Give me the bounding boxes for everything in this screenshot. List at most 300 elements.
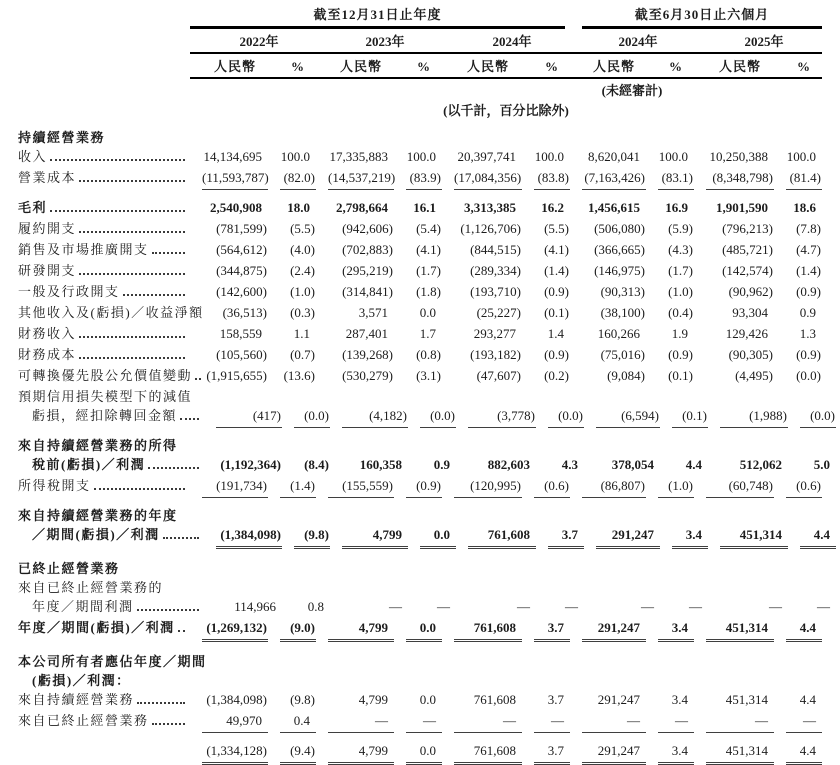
value-text: 160,358 xyxy=(359,457,402,472)
value-cell-rmb xyxy=(442,168,522,190)
leader-dots xyxy=(137,609,199,611)
row-label xyxy=(18,168,190,187)
value-cell-pct xyxy=(268,198,316,219)
value-cell-pct xyxy=(268,240,316,261)
row-label-text: 其他收入及(虧損)／收益淨額 xyxy=(18,305,204,320)
value-text: (344,875) xyxy=(216,263,267,278)
year-header-0: 2022年 xyxy=(190,29,316,54)
col-group-interim xyxy=(582,6,822,29)
value-text: (0.1) xyxy=(544,305,569,320)
value-text: (1,384,098) xyxy=(206,692,267,707)
value-cell-pct xyxy=(522,147,570,168)
value-cell-rmb xyxy=(442,219,522,240)
value-cell-rmb xyxy=(316,366,394,387)
value-text: (0.9) xyxy=(406,476,442,498)
value-cell-rmb xyxy=(570,476,646,498)
row-label xyxy=(18,436,840,455)
row-label xyxy=(18,282,190,301)
row-label-text: 來自持續經營業務 xyxy=(18,692,135,707)
value-cell-rmb xyxy=(694,366,774,387)
row-label-text: 財務成本 xyxy=(18,347,77,362)
value-cell-pct xyxy=(268,345,316,366)
row-label-text: 營業成本 xyxy=(18,170,77,185)
value-cell-pct xyxy=(394,282,442,303)
value-text: (1,126,706) xyxy=(460,221,521,236)
value-text: (1.8) xyxy=(416,284,441,299)
row-label-text: 本公司所有者應佔年度／期間 xyxy=(18,654,207,669)
value-text: — xyxy=(454,711,522,733)
row-label-text: 年度／期間(虧損)／利潤 xyxy=(18,620,175,635)
value-cell-pct xyxy=(646,303,694,324)
value-text: (417) xyxy=(216,406,282,428)
value-cell-pct xyxy=(522,324,570,345)
value-cell-rmb xyxy=(694,324,774,345)
row-label xyxy=(18,406,204,425)
value-cell-rmb xyxy=(708,597,788,618)
value-cell-pct xyxy=(522,711,570,733)
value-text: (9.8) xyxy=(294,525,330,549)
value-cell-pct xyxy=(522,282,570,303)
value-text: 0.9 xyxy=(433,457,450,472)
value-cell-rmb xyxy=(570,198,646,219)
value-text: (0.6) xyxy=(786,476,822,498)
value-cell-rmb xyxy=(316,198,394,219)
value-cell-rmb xyxy=(456,406,536,428)
income-statement-table-body xyxy=(18,128,840,765)
value-cell-pct xyxy=(660,455,708,476)
value-cell-rmb xyxy=(190,618,268,642)
col-header-pct: % xyxy=(774,54,822,79)
value-cell-pct xyxy=(774,366,822,387)
value-cell-rmb xyxy=(570,168,646,190)
value-cell-pct xyxy=(522,219,570,240)
value-cell-rmb xyxy=(570,147,646,168)
value-text: (146,975) xyxy=(594,263,645,278)
value-text: (83.8) xyxy=(534,168,570,190)
leader-dots xyxy=(79,357,185,359)
value-text: 100.0 xyxy=(534,149,564,164)
value-text: — xyxy=(534,711,570,733)
value-cell-pct xyxy=(522,198,570,219)
table-row xyxy=(18,324,840,345)
row-label xyxy=(18,387,840,406)
value-cell-rmb xyxy=(442,741,522,765)
value-text: 4.4 xyxy=(799,692,816,707)
year-header-2: 2024年 xyxy=(442,29,570,54)
value-text: (90,962) xyxy=(728,284,773,299)
value-text: (8.4) xyxy=(304,457,329,472)
value-cell-rmb xyxy=(442,476,522,498)
value-text: (5.4) xyxy=(416,221,441,236)
value-text: 1.9 xyxy=(671,326,688,341)
value-text: (9.0) xyxy=(280,618,316,642)
value-text: 100.0 xyxy=(786,149,816,164)
value-cell-rmb xyxy=(570,618,646,642)
value-text: 451,314 xyxy=(706,618,774,642)
value-cell-pct xyxy=(394,240,442,261)
value-cell-rmb xyxy=(694,282,774,303)
value-cell-pct xyxy=(774,282,822,303)
value-text: (0.9) xyxy=(796,347,821,362)
table-row xyxy=(18,671,840,690)
row-label-text: 研發開支 xyxy=(18,263,77,278)
value-text: (1.0) xyxy=(668,284,693,299)
value-cell-rmb xyxy=(190,240,268,261)
value-text: 20,397,741 xyxy=(457,149,516,164)
row-label xyxy=(18,345,190,364)
value-text: (4.3) xyxy=(668,242,693,257)
value-text: 451,314 xyxy=(725,692,768,707)
value-cell-rmb xyxy=(708,525,788,549)
value-text: 10,250,388 xyxy=(709,149,768,164)
row-label xyxy=(18,525,204,544)
value-cell-rmb xyxy=(316,240,394,261)
value-text: (1,334,128) xyxy=(202,741,268,765)
value-text: — xyxy=(769,599,782,614)
value-text: (120,995) xyxy=(454,476,522,498)
value-text: (1.4) xyxy=(280,476,316,498)
value-text: (289,334) xyxy=(470,263,521,278)
value-cell-rmb xyxy=(570,282,646,303)
value-text: 0.4 xyxy=(280,711,316,733)
value-cell-rmb xyxy=(694,147,774,168)
value-cell-rmb xyxy=(442,711,522,733)
table-row xyxy=(18,436,840,455)
value-text: (13.6) xyxy=(283,368,315,383)
value-cell-rmb xyxy=(694,261,774,282)
value-cell-pct xyxy=(282,406,330,428)
value-cell-pct xyxy=(788,455,836,476)
value-text: (4,495) xyxy=(735,368,773,383)
value-cell-pct xyxy=(774,690,822,711)
value-cell-rmb xyxy=(316,345,394,366)
value-cell-pct xyxy=(774,711,822,733)
value-text: 160,266 xyxy=(597,326,640,341)
value-text: (844,515) xyxy=(470,242,521,257)
value-text: 512,062 xyxy=(739,457,782,472)
col-header-pct: % xyxy=(268,54,316,79)
value-cell-pct xyxy=(268,168,316,190)
col-header-rmb: 人民幣 xyxy=(570,54,646,79)
value-text: 158,559 xyxy=(219,326,262,341)
column-group-row xyxy=(18,6,840,29)
value-text: — xyxy=(389,599,402,614)
table-row xyxy=(18,711,840,733)
value-cell-pct xyxy=(788,406,836,428)
value-cell-pct xyxy=(394,198,442,219)
value-text: (8,348,798) xyxy=(706,168,774,190)
value-cell-pct xyxy=(646,261,694,282)
value-text: (0.4) xyxy=(668,305,693,320)
value-cell-rmb xyxy=(330,455,408,476)
value-text: (38,100) xyxy=(600,305,645,320)
value-text: (4.1) xyxy=(544,242,569,257)
value-text: (1.0) xyxy=(290,284,315,299)
value-cell-pct xyxy=(394,711,442,733)
value-text: (0.8) xyxy=(416,347,441,362)
value-text: 4.4 xyxy=(786,741,822,765)
value-cell-pct xyxy=(522,261,570,282)
value-text: (4.7) xyxy=(796,242,821,257)
value-cell-rmb xyxy=(316,324,394,345)
value-text: 3.7 xyxy=(534,741,570,765)
value-text: (0.6) xyxy=(534,476,570,498)
value-text: — xyxy=(641,599,654,614)
value-text: 4,799 xyxy=(328,741,394,765)
value-cell-rmb xyxy=(330,406,408,428)
value-text: 3.7 xyxy=(548,525,584,549)
value-text: (83.9) xyxy=(406,168,442,190)
value-text: 761,608 xyxy=(454,618,522,642)
value-cell-pct xyxy=(522,366,570,387)
value-cell-pct xyxy=(646,168,694,190)
value-text: — xyxy=(786,711,822,733)
row-label xyxy=(18,671,840,690)
value-text: (1.4) xyxy=(544,263,569,278)
value-text: 4.4 xyxy=(685,457,702,472)
row-label xyxy=(18,506,840,525)
value-cell-pct xyxy=(646,282,694,303)
value-text: 16.2 xyxy=(541,200,564,215)
leader-dots xyxy=(79,231,185,233)
value-cell-rmb xyxy=(708,406,788,428)
value-text: 287,401 xyxy=(345,326,388,341)
row-label-text: 來自已終止經營業務 xyxy=(18,713,149,728)
value-text: (1,384,098) xyxy=(216,525,282,549)
leader-dots xyxy=(152,723,185,725)
value-cell-rmb xyxy=(694,303,774,324)
col-group-annual-label: 截至12月31日止年度 xyxy=(313,7,442,22)
value-text: (82.0) xyxy=(280,168,316,190)
value-cell-rmb xyxy=(190,219,268,240)
table-row xyxy=(18,261,840,282)
value-cell-pct xyxy=(522,476,570,498)
value-cell-rmb xyxy=(694,345,774,366)
value-cell-rmb xyxy=(570,345,646,366)
value-text: (90,313) xyxy=(600,284,645,299)
row-label xyxy=(18,597,204,616)
value-text: (11,593,787) xyxy=(202,168,268,190)
value-cell-rmb xyxy=(316,168,394,190)
value-text: 1.4 xyxy=(547,326,564,341)
row-label xyxy=(18,559,840,578)
value-cell-rmb xyxy=(708,455,788,476)
row-label-text: 稅前(虧損)／利潤 xyxy=(32,457,146,472)
value-text: (0.0) xyxy=(800,406,836,428)
col-header-pct: % xyxy=(646,54,694,79)
table-row xyxy=(18,366,840,387)
value-cell-pct xyxy=(536,525,584,549)
value-text: (485,721) xyxy=(722,242,773,257)
col-header-rmb: 人民幣 xyxy=(442,54,522,79)
value-text: (1,988) xyxy=(720,406,788,428)
table-row xyxy=(18,147,840,168)
value-cell-rmb xyxy=(694,618,774,642)
value-cell-rmb xyxy=(204,525,282,549)
value-cell-rmb xyxy=(570,366,646,387)
col-header-rmb: 人民幣 xyxy=(190,54,268,79)
value-cell-rmb xyxy=(456,597,536,618)
table-row xyxy=(18,168,840,190)
value-text: (9.8) xyxy=(290,692,315,707)
value-cell-pct xyxy=(536,406,584,428)
value-cell-pct xyxy=(394,219,442,240)
col-header-pct: % xyxy=(522,54,570,79)
value-text: (191,734) xyxy=(202,476,268,498)
value-cell-rmb xyxy=(190,261,268,282)
value-text: — xyxy=(565,599,578,614)
leader-dots xyxy=(152,252,185,254)
value-cell-pct xyxy=(646,147,694,168)
leader-dots xyxy=(148,467,199,469)
table-row xyxy=(18,597,840,618)
table-row xyxy=(18,282,840,303)
value-text: (0.9) xyxy=(796,284,821,299)
value-text: (7,163,426) xyxy=(582,168,646,190)
value-cell-pct xyxy=(646,198,694,219)
value-text: (1.4) xyxy=(796,263,821,278)
value-cell-rmb xyxy=(316,282,394,303)
value-cell-rmb xyxy=(442,147,522,168)
value-text: (366,665) xyxy=(594,242,645,257)
value-cell-pct xyxy=(268,741,316,765)
value-cell-rmb xyxy=(570,261,646,282)
value-cell-rmb xyxy=(190,324,268,345)
value-cell-rmb xyxy=(190,147,268,168)
row-label xyxy=(18,261,190,280)
value-text: (0.0) xyxy=(294,406,330,428)
value-text: (4.1) xyxy=(416,242,441,257)
leader-dots xyxy=(79,336,185,338)
value-text: (86,807) xyxy=(582,476,646,498)
value-cell-rmb xyxy=(570,741,646,765)
value-cell-rmb xyxy=(694,711,774,733)
value-text: (530,279) xyxy=(342,368,393,383)
value-cell-rmb xyxy=(316,476,394,498)
value-text: (1,192,364) xyxy=(220,457,281,472)
value-cell-rmb xyxy=(694,198,774,219)
value-text: 3.4 xyxy=(671,692,688,707)
value-text: — xyxy=(328,711,394,733)
value-cell-pct xyxy=(394,345,442,366)
value-text: (5.5) xyxy=(544,221,569,236)
value-text: (564,612) xyxy=(216,242,267,257)
units-note-row xyxy=(18,99,840,119)
column-header-row xyxy=(18,54,840,79)
value-text: 0.0 xyxy=(420,525,456,549)
value-cell-pct xyxy=(646,711,694,733)
row-label-text: 預期信用損失模型下的減值 xyxy=(18,389,193,404)
value-text: (142,574) xyxy=(722,263,773,278)
value-text: (142,600) xyxy=(216,284,267,299)
row-label-text: 來自持續經營業務的所得 xyxy=(18,438,178,453)
value-text: (90,305) xyxy=(728,347,773,362)
value-text: 2,798,664 xyxy=(336,200,388,215)
value-cell-pct xyxy=(788,597,836,618)
value-cell-pct xyxy=(522,345,570,366)
value-cell-rmb xyxy=(456,525,536,549)
value-text: 761,608 xyxy=(473,692,516,707)
value-text: 4,799 xyxy=(342,525,408,549)
value-text: (796,213) xyxy=(722,221,773,236)
value-text: 451,314 xyxy=(720,525,788,549)
value-cell-rmb xyxy=(204,597,282,618)
value-text: (1.7) xyxy=(668,263,693,278)
total-row xyxy=(18,618,840,642)
row-label-text: 年度／期間利潤 xyxy=(32,599,134,614)
value-text: 0.8 xyxy=(307,599,324,614)
row-label-text: 收入 xyxy=(18,149,48,164)
value-text: (1,269,132) xyxy=(202,618,268,642)
value-cell-rmb xyxy=(442,261,522,282)
value-text: 16.9 xyxy=(665,200,688,215)
value-text: 3,313,385 xyxy=(464,200,516,215)
value-cell-rmb xyxy=(316,711,394,733)
value-text: (83.1) xyxy=(658,168,694,190)
value-cell-pct xyxy=(408,597,456,618)
unaudited-note-row xyxy=(18,79,840,99)
table-row xyxy=(18,387,840,406)
value-text: 3,571 xyxy=(358,305,388,320)
value-cell-pct xyxy=(394,261,442,282)
col-header-rmb: 人民幣 xyxy=(316,54,394,79)
value-text: 1,456,615 xyxy=(588,200,640,215)
value-text: (7.8) xyxy=(796,221,821,236)
total-row xyxy=(18,525,840,549)
value-text: (14,537,219) xyxy=(328,168,394,190)
row-label-text: 所得稅開支 xyxy=(18,478,91,493)
value-text: (1.0) xyxy=(658,476,694,498)
value-cell-rmb xyxy=(456,455,536,476)
value-cell-pct xyxy=(268,147,316,168)
value-text: 451,314 xyxy=(706,741,774,765)
value-cell-pct xyxy=(394,618,442,642)
value-text: 0.9 xyxy=(799,305,816,320)
value-cell-pct xyxy=(268,303,316,324)
value-text: 4.4 xyxy=(800,525,836,549)
value-cell-rmb xyxy=(570,690,646,711)
value-text: (60,748) xyxy=(706,476,774,498)
leader-dots xyxy=(79,273,185,275)
value-text: 3.7 xyxy=(547,692,564,707)
value-cell-pct xyxy=(394,168,442,190)
value-text: — xyxy=(689,599,702,614)
value-text: (0.0) xyxy=(796,368,821,383)
value-cell-rmb xyxy=(442,303,522,324)
value-cell-rmb xyxy=(570,324,646,345)
value-text: (0.9) xyxy=(544,284,569,299)
row-label-text: (虧損)／利潤： xyxy=(32,673,131,688)
row-label xyxy=(18,578,840,597)
value-cell-rmb xyxy=(190,282,268,303)
value-text: — xyxy=(406,711,442,733)
table-row xyxy=(18,690,840,711)
value-text: (193,710) xyxy=(470,284,521,299)
value-cell-pct xyxy=(774,198,822,219)
value-cell-pct xyxy=(774,324,822,345)
year-header-4: 2025年 xyxy=(694,29,822,54)
value-text: 100.0 xyxy=(406,149,436,164)
value-cell-rmb xyxy=(190,303,268,324)
table-row xyxy=(18,476,840,498)
table-row xyxy=(18,506,840,525)
table-row xyxy=(18,578,840,597)
value-text: 18.0 xyxy=(287,200,310,215)
value-cell-rmb xyxy=(584,406,660,428)
value-text: (1,915,655) xyxy=(206,368,267,383)
value-text: 16.1 xyxy=(413,200,436,215)
value-cell-rmb xyxy=(584,525,660,549)
